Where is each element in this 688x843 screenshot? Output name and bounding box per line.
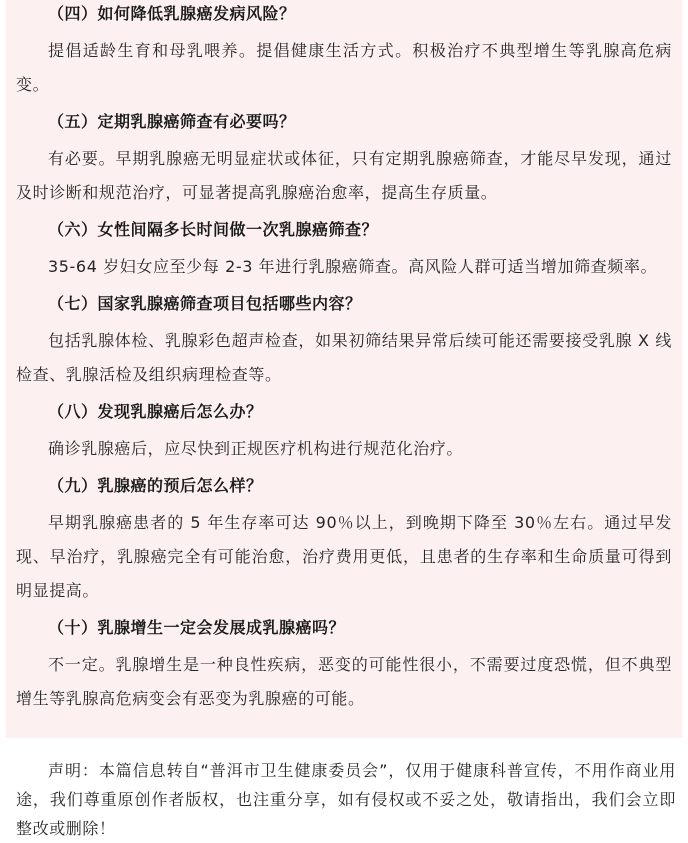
section-heading: （八）发现乳腺癌后怎么办？ xyxy=(48,402,263,421)
section-body: 35-64 岁妇女应至少每 2-3 年进行乳腺癌筛查。高风险人群可适当增加筛查频率。 xyxy=(48,257,658,276)
section-body: 提倡适龄生育和母乳喂养。提倡健康生活方式。积极治疗不典型增生等乳腺高危病变。 xyxy=(16,41,672,94)
section-body: 确诊乳腺癌后，应尽快到正规医疗机构进行规范化治疗。 xyxy=(48,439,464,458)
section-body: 包括乳腺体检、乳腺彩色超声检查，如果初筛结果异常后续可能还需要接受乳腺 X 线检查、乳腺活检及组织病理检查等。 xyxy=(16,331,672,384)
faq-section-7 xyxy=(16,292,672,392)
faq-section-8 xyxy=(16,400,672,466)
faq-section-5 xyxy=(16,110,672,210)
section-body: 有必要。早期乳腺癌无明显症状或体征，只有定期乳腺癌筛查，才能尽早发现，通过及时诊断和规范治疗，可显著提高乳腺癌治愈率，提高生存质量。 xyxy=(16,149,672,202)
section-heading: （五）定期乳腺癌筛查有必要吗？ xyxy=(48,112,296,131)
faq-section-10 xyxy=(16,616,672,716)
section-heading: （九）乳腺癌的预后怎么样？ xyxy=(48,476,263,495)
section-body: 不一定。乳腺增生是一种良性疾病，恶变的可能性很小，不需要过度恐慌，但不典型增生等乳腺高危病变会有恶变为乳腺癌的可能。 xyxy=(16,655,672,708)
section-body: 早期乳腺癌患者的 5 年生存率可达 90％以上，到晚期下降至 30％左右。通过早发现、早治疗，乳腺癌完全有可能治愈，治疗费用更低，且患者的生存率和生命质量可得到明显提高。 xyxy=(16,513,672,600)
faq-section-6 xyxy=(16,218,672,284)
article-content xyxy=(6,0,682,738)
section-heading: （四）如何降低乳腺癌发病风险？ xyxy=(48,4,296,23)
section-heading: （十）乳腺增生一定会发展成乳腺癌吗？ xyxy=(48,618,346,637)
section-heading: （六）女性间隔多长时间做一次乳腺癌筛查？ xyxy=(48,220,379,239)
faq-section-4 xyxy=(16,2,672,102)
section-heading: （七）国家乳腺癌筛查项目包括哪些内容？ xyxy=(48,294,362,313)
copyright-notice: 声明：本篇信息转自“普洱市卫生健康委员会”，仅用于健康科普宣传，不用作商业用途，我们尊重原创作者版权，也注重分享，如有侵权或不妥之处，敬请指出，我们会立即整改或删除！ xyxy=(16,761,676,838)
faq-section-9 xyxy=(16,474,672,608)
